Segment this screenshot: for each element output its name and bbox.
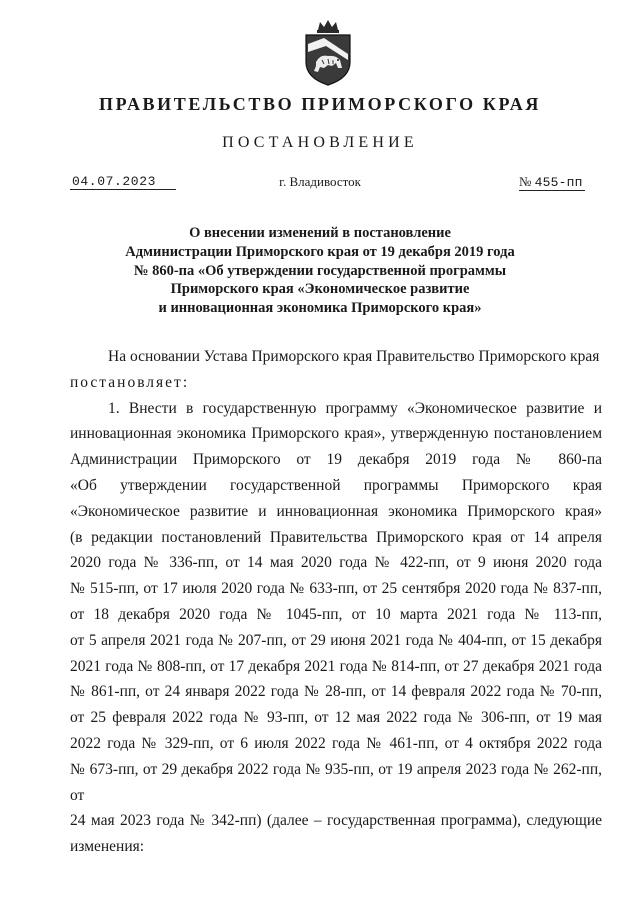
- number-value: 455-пп: [534, 175, 583, 190]
- document-type: ПОСТАНОВЛЕНИЕ: [222, 134, 418, 151]
- body-line: (в редакции постановлений Правительства Приморского края от 14 апреля: [70, 528, 602, 546]
- document-date: 04.07.2023: [70, 174, 176, 190]
- number-prefix: №: [519, 174, 532, 189]
- subject-line: и инновационная экономика Приморского края»: [158, 300, 482, 317]
- body-line: Администрации Приморского от 19 декабря 2019 года № 860-па: [70, 451, 602, 469]
- body-line: инновационная экономика Приморского края», утвержденную постановлением: [70, 425, 602, 443]
- body-line: от 18 декабря 2020 года № 1045-пп, от 10 марта 2021 года № 113-пп,: [70, 605, 602, 623]
- decree-word: постановляет:: [70, 373, 190, 391]
- document-city: г. Владивосток: [279, 174, 361, 189]
- body-line: «Экономическое развитие и инновационная экономика Приморского края»: [70, 502, 602, 520]
- body-line: 1. Внести в государственную программу «Экономическое развитие и: [108, 399, 602, 417]
- body-line: изменения:: [70, 838, 145, 856]
- body-line: № 515-пп, от 17 июля 2020 года № 633-пп, от 25 сентября 2020 года № 837-пп,: [70, 580, 602, 598]
- body-line: от 5 апреля 2021 года № 207-пп, от 29 июня 2021 года № 404-пп, от 15 декабря: [70, 631, 602, 649]
- subject-line: № 860-па «Об утверждении государственной программы: [133, 262, 507, 279]
- document-number: [519, 174, 585, 191]
- government-title: ПРАВИТЕЛЬСТВО ПРИМОРСКОГО КРАЯ: [99, 94, 541, 114]
- subject-line: Администрации Приморского края от 19 декабря 2019 года: [125, 243, 515, 260]
- body-line: от 25 февраля 2022 года № 93-пп, от 12 мая 2022 года № 306-пп, от 19 мая: [70, 709, 602, 727]
- coat-of-arms-icon: [298, 18, 358, 88]
- body-line: 2021 года № 808-пп, от 17 декабря 2021 года № 814-пп, от 27 декабря 2021 года: [70, 657, 602, 675]
- subject-line: Приморского края «Экономическое развитие: [170, 281, 470, 298]
- body-line: «Об утверждении государственной программы Приморского края: [70, 476, 602, 494]
- body-line: 2020 года № 336-пп, от 14 мая 2020 года № 422-пп, от 9 июня 2020 года: [70, 554, 602, 572]
- subject-line: О внесении изменений в постановление: [189, 225, 451, 241]
- body-line: 24 мая 2023 года № 342-пп) (далее – государственная программа), следующие: [70, 812, 602, 830]
- body-line: № 673-пп, от 29 декабря 2022 года № 935-пп, от 19 апреля 2023 года № 262-пп, от: [70, 760, 602, 804]
- document-subject: [0, 224, 640, 318]
- body-line: № 861-пп, от 24 января 2022 года № 28-пп, от 14 февраля 2022 года № 70-пп,: [70, 683, 602, 701]
- document-body: [70, 344, 602, 860]
- body-line: 2022 года № 329-пп, от 6 июля 2022 года № 461-пп, от 4 октября 2022 года: [70, 734, 602, 752]
- preamble: На основании Устава Приморского края Правительство Приморского края: [108, 348, 600, 365]
